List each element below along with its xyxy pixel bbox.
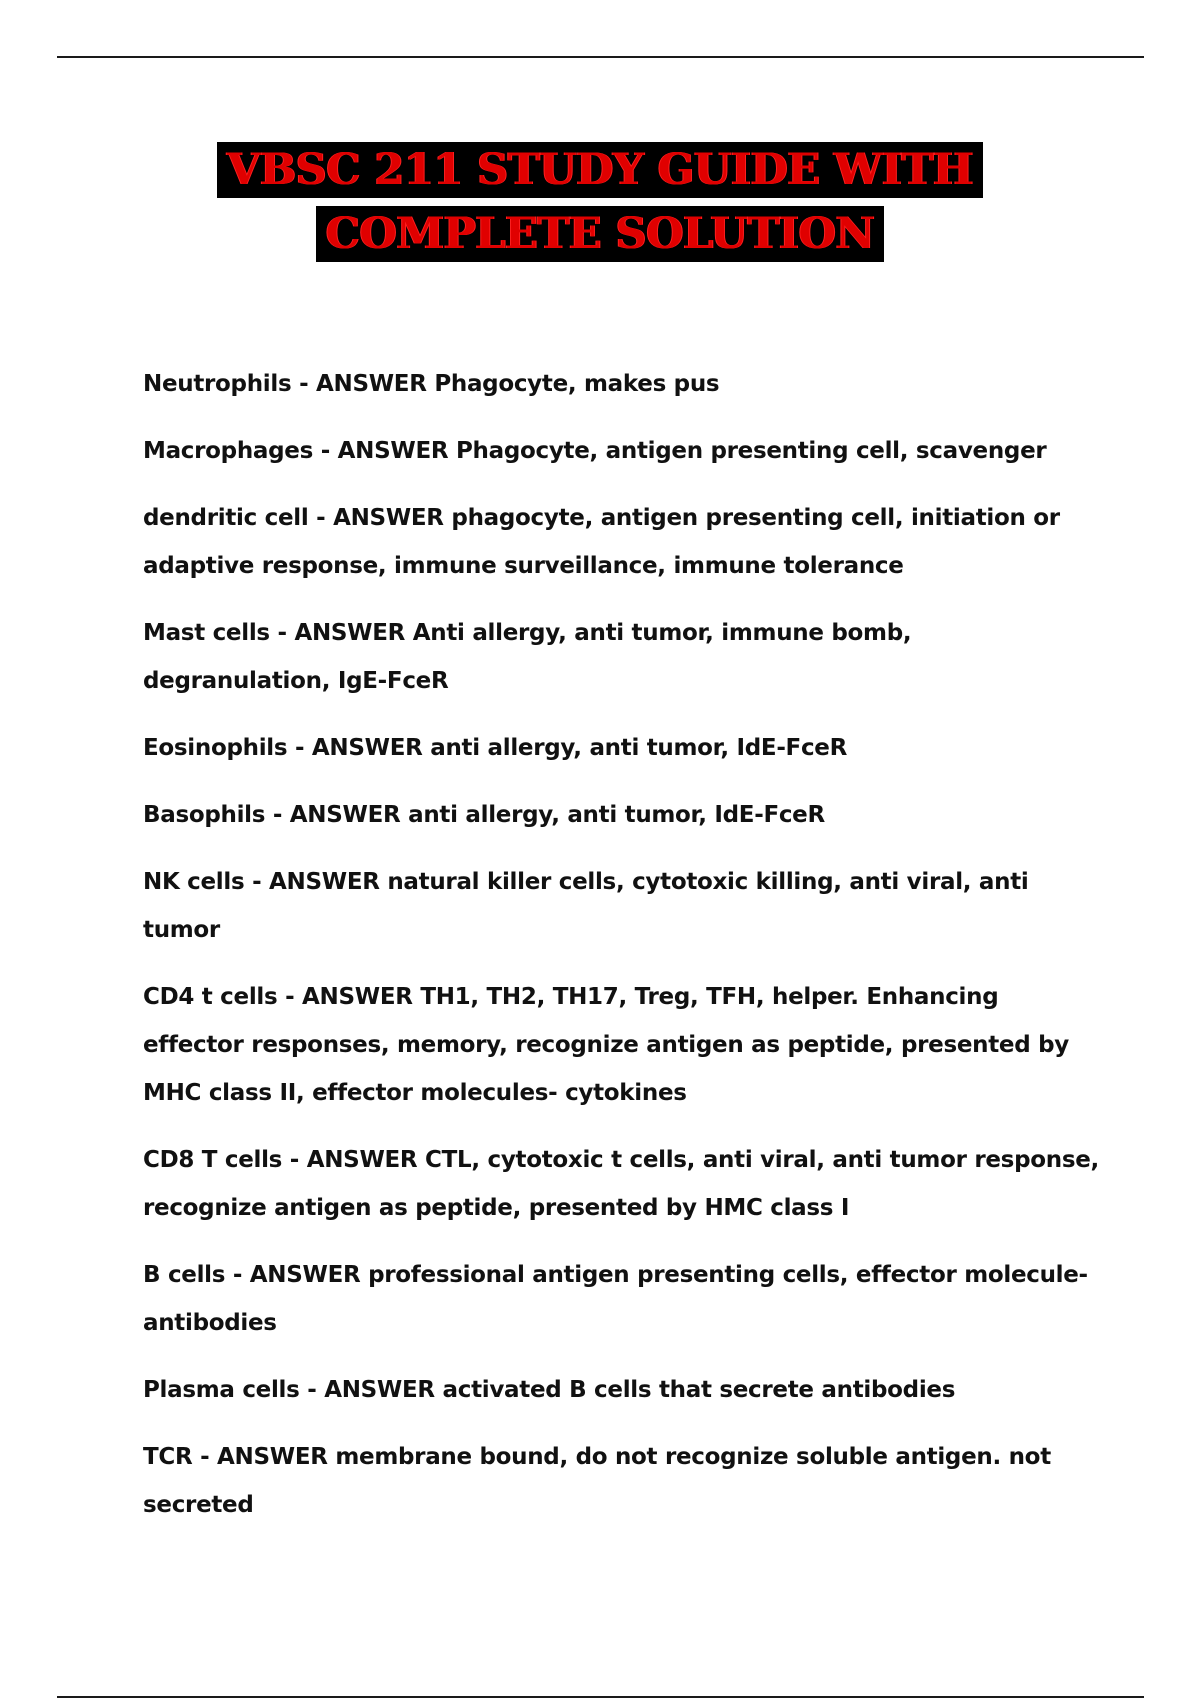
list-item: NK cells - ANSWER natural killer cells, cytotoxic killing, anti viral, anti tumor	[143, 869, 1029, 943]
list-item: Basophils - ANSWER anti allergy, anti tumor, IdE-FceR	[143, 802, 825, 828]
title-line-2: COMPLETE SOLUTION	[316, 206, 885, 262]
title-line-1: VBSC 211 STUDY GUIDE WITH	[217, 142, 983, 198]
list-item: Mast cells - ANSWER Anti allergy, anti tumor, immune bomb, degranulation, IgE-FceR	[143, 620, 912, 694]
document-title	[0, 142, 1200, 262]
list-item: CD4 t cells - ANSWER TH1, TH2, TH17, Treg, TFH, helper. Enhancing effector responses, memory, recognize antigen as peptide, presented by MHC class II, effector molecules- cytokines	[143, 984, 1069, 1106]
list-item: Eosinophils - ANSWER anti allergy, anti tumor, IdE-FceR	[143, 735, 848, 761]
list-item: B cells - ANSWER professional antigen presenting cells, effector molecule- antibodies	[143, 1262, 1088, 1336]
list-item: Plasma cells - ANSWER activated B cells that secrete antibodies	[143, 1377, 956, 1403]
list-item: TCR - ANSWER membrane bound, do not recognize soluble antigen. not secreted	[143, 1444, 1051, 1518]
study-guide-list	[143, 360, 1103, 1548]
bottom-divider	[57, 1696, 1144, 1698]
list-item: Macrophages - ANSWER Phagocyte, antigen presenting cell, scavenger	[143, 438, 1047, 464]
list-item: dendritic cell - ANSWER phagocyte, antigen presenting cell, initiation or adaptive response, immune surveillance, immune tolerance	[143, 505, 1060, 579]
top-divider	[57, 56, 1144, 58]
list-item: Neutrophils - ANSWER Phagocyte, makes pus	[143, 371, 720, 397]
list-item: CD8 T cells - ANSWER CTL, cytotoxic t cells, anti viral, anti tumor response, recognize antigen as peptide, presented by HMC class I	[143, 1147, 1099, 1221]
